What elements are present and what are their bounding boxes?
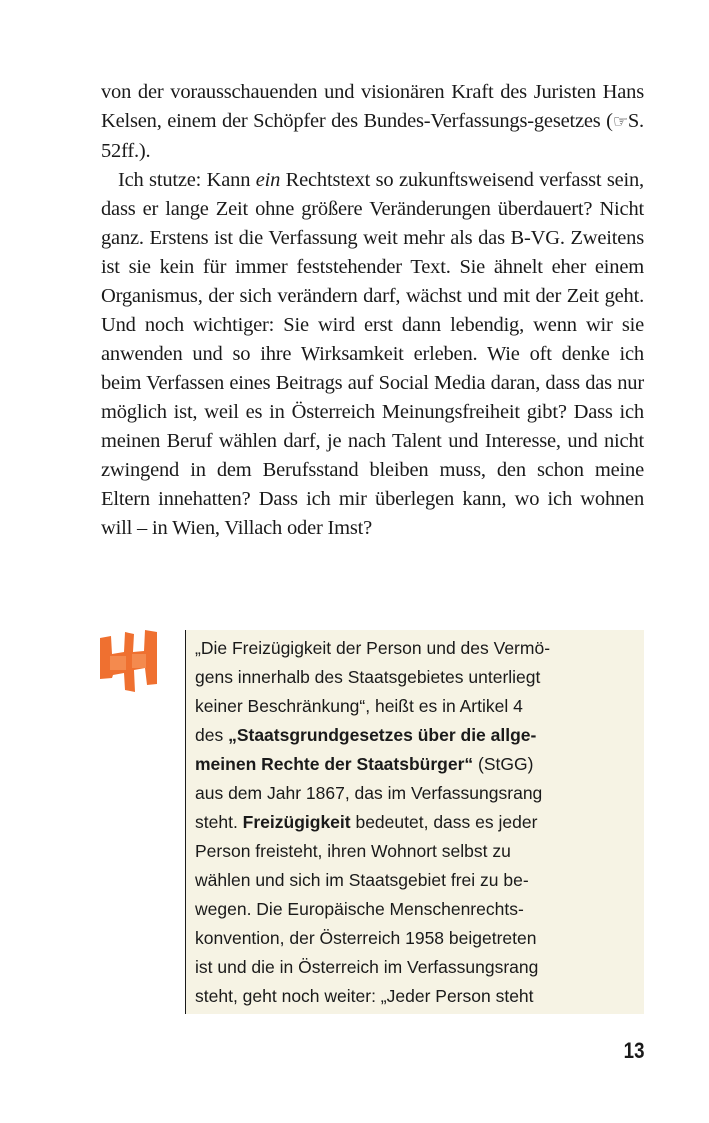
box-line bbox=[195, 721, 635, 750]
paragraph-2 bbox=[101, 166, 644, 543]
box-text: steht. bbox=[195, 812, 243, 832]
box-line: gens innerhalb des Staatsgebietes unterliegt bbox=[195, 667, 541, 687]
box-bold-term: Freizügigkeit bbox=[242, 812, 351, 832]
orange-paragraph-mark-icon bbox=[100, 630, 158, 692]
box-line: wegen. Die Europäische Menschenrechts- bbox=[195, 899, 524, 919]
box-text: (StGG) bbox=[473, 754, 534, 774]
box-line: Person freisteht, ihren Wohnort selbst zu bbox=[195, 841, 511, 861]
box-line: ist und die in Österreich im Verfassungsrang bbox=[195, 957, 539, 977]
box-line bbox=[195, 808, 635, 837]
pointing-hand-icon: ☞ bbox=[612, 112, 628, 132]
paragraph-2-text-b: Rechtstext so zukunftsweisend verfasst sein, dass er lange Zeit ohne größere Veränderungen überdauert? Nicht ganz. Erstens ist die Verfassung weit mehr als das B-VG. Zweitens ist sie kein für immer feststehender Text. Sie ähnelt eher einem Organismus, der sich verändern darf, wächst und mit der Zeit geht. Und noch wichtiger: Sie wird erst dann lebendig, wenn wir sie anwenden und so ihre Wirksamkeit erleben. Wie oft denke ich beim Verfassen eines Beitrags auf Social Media daran, dass das nur möglich ist, weil es in Österreich Meinungsfreiheit gibt? Dass ich meinen Beruf wählen darf, je nach Talent und Interesse, und nicht zwingend in dem Berufsstand bleiben muss, den schon meine Eltern innehatten? Dass ich mir überlegen kann, wo ich wohnen will – in Wien, Villach oder Imst? bbox=[101, 169, 644, 539]
body-text bbox=[101, 78, 644, 543]
box-line: „Die Freizügigkeit der Person und des Vermö- bbox=[195, 638, 551, 658]
paragraph-1-text: von der vorausschauenden und visionären Kraft des Juristen Hans Kelsen, einem der Schöpfer des Bundes-Verfassungs-gesetzes ( bbox=[101, 81, 644, 132]
box-line: keiner Beschränkung“, heißt es in Artikel 4 bbox=[195, 696, 523, 716]
paragraph-1 bbox=[101, 78, 644, 166]
cross-reference: S. 52ff.). bbox=[101, 110, 644, 162]
info-box-text bbox=[195, 634, 635, 1011]
paragraph-2-text-a: Ich stutze: Kann bbox=[118, 169, 256, 191]
paragraph-2-emphasis: ein bbox=[255, 169, 281, 191]
box-line: wählen und sich im Staatsgebiet frei zu be- bbox=[195, 870, 529, 890]
box-line: konvention, der Österreich 1958 beigetreten bbox=[195, 928, 537, 948]
box-bold-title: „Staatsgrundgesetzes über die allge- bbox=[228, 725, 537, 745]
box-text: des bbox=[195, 725, 229, 745]
page-number: 13 bbox=[623, 1038, 644, 1063]
box-line: aus dem Jahr 1867, das im Verfassungsrang bbox=[195, 783, 543, 803]
box-line: steht, geht noch weiter: „Jeder Person steht bbox=[195, 986, 534, 1006]
box-bold-title: meinen Rechte der Staatsbürger“ bbox=[195, 754, 474, 774]
info-box-rule bbox=[185, 630, 186, 1014]
box-line bbox=[195, 750, 635, 779]
box-text: bedeutet, dass es jeder bbox=[350, 812, 538, 832]
